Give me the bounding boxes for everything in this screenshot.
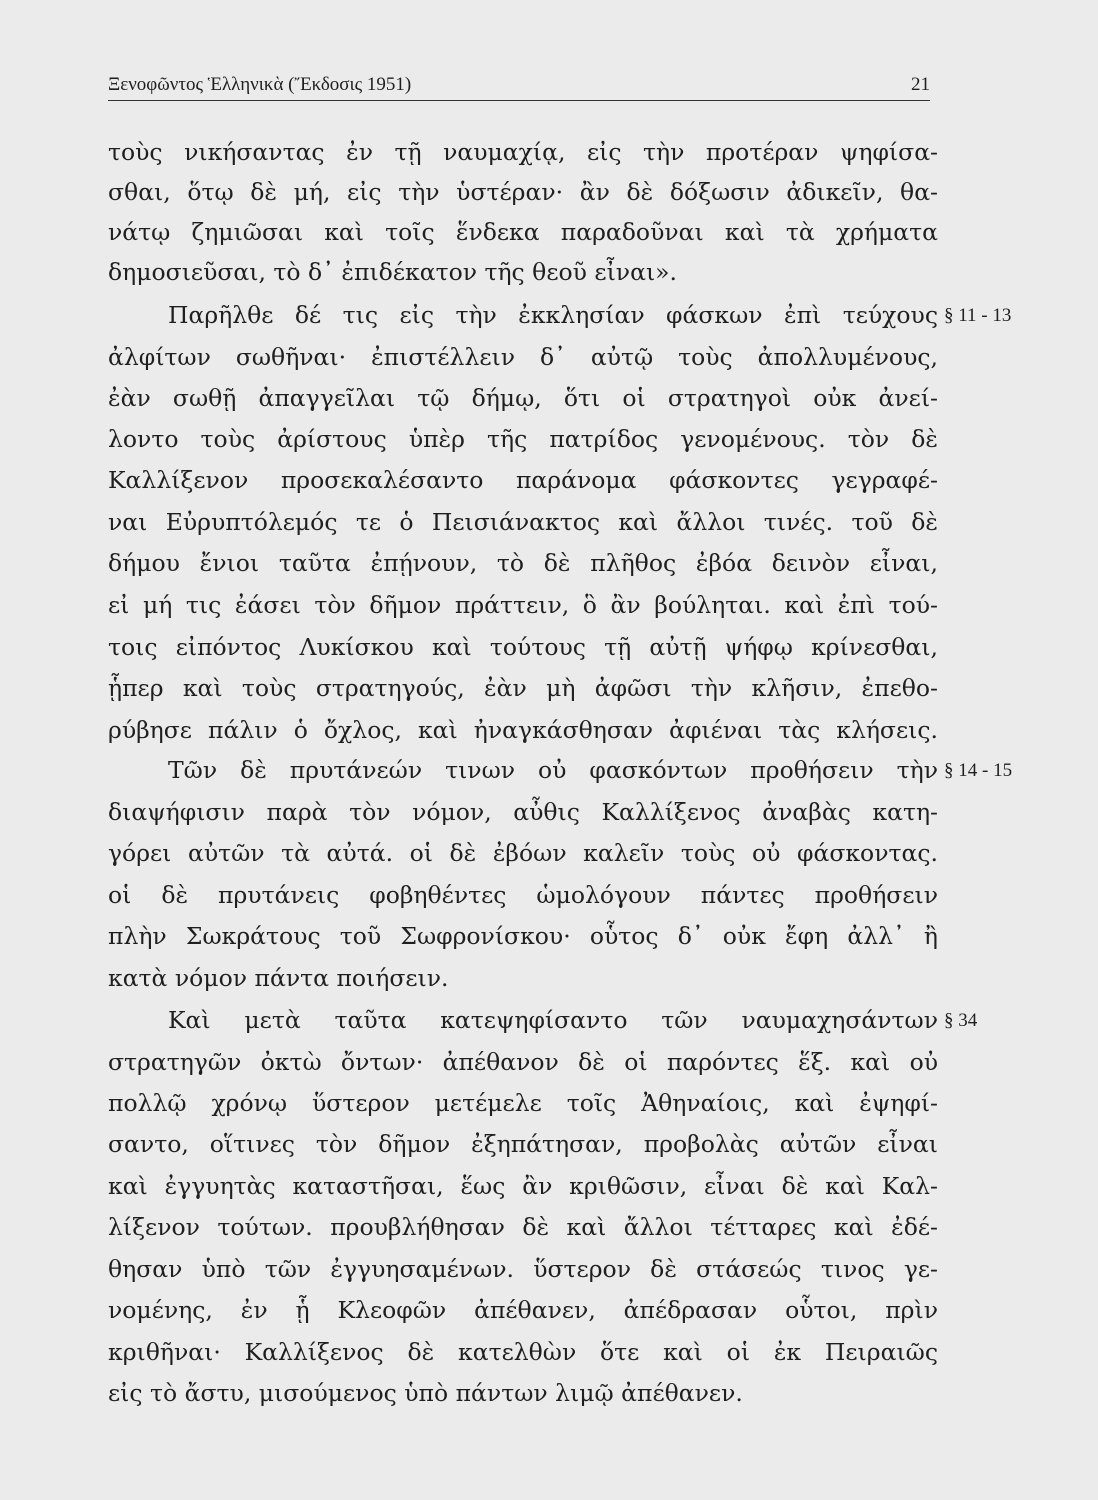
page-number: 21 (911, 74, 930, 95)
section-marker: § 34 (944, 1010, 978, 1031)
text-line: Παρῆλθε δέ τις εἰς τὴν ἐκκλησίαν φάσκων ἐπὶ τεύχους (168, 301, 938, 329)
text-line: τοις εἰπόντος Λυκίσκου καὶ τούτους τῇ αὐτῇ ψήφῳ κρίνεσθαι, (108, 633, 938, 661)
text-line: πλὴν Σωκράτους τοῦ Σωφρονίσκου· οὗτος δ᾿ οὐκ ἔφη ἀλλ᾿ ἢ (108, 922, 938, 950)
section-marker: § 11 - 13 (944, 305, 1012, 326)
text-line: σαντο, οἵτινες τὸν δῆμον ἐξηπάτησαν, προβολὰς αὐτῶν εἶναι (108, 1130, 938, 1158)
text-line: πολλῷ χρόνῳ ὕστερον μετέμελε τοῖς Ἀθηναίοις, καὶ ἐψηφί- (108, 1089, 938, 1117)
running-title: Ξενοφῶντος Ἑλληνικὰ (Ἔκδοσις 1951) (108, 74, 412, 95)
text-line: Τῶν δὲ πρυτάνεών τινων οὐ φασκόντων προθήσειν τὴν (168, 756, 938, 784)
text-line: οἱ δὲ πρυτάνεις φοβηθέντες ὡμολόγουν πάντες προθήσειν (108, 881, 938, 909)
text-line: κατὰ νόμον πάντα ποιήσειν. (108, 964, 449, 992)
text-line: ἐὰν σωθῇ ἀπαγγεῖλαι τῷ δήμῳ, ὅτι οἱ στρατηγοὶ οὐκ ἀνεί- (108, 384, 938, 412)
text-line: στρατηγῶν ὀκτὼ ὄντων· ἀπέθανον δὲ οἱ παρόντες ἕξ. καὶ οὐ (108, 1048, 938, 1076)
text-line: λίξενον τούτων. προυβλήθησαν δὲ καὶ ἄλλοι τέτταρες καὶ ἐδέ- (108, 1213, 938, 1241)
page-header (108, 72, 930, 101)
text-line: εἰς τὸ ἄστυ, μισούμενος ὑπὸ πάντων λιμῷ ἀπέθανεν. (108, 1379, 743, 1407)
text-line: δημοσιεῦσαι, τὸ δ᾿ ἐπιδέκατον τῆς θεοῦ εἶναι». (108, 258, 678, 286)
text-line: διαψήφισιν παρὰ τὸν νόμον, αὖθις Καλλίξενος ἀναβὰς κατη- (108, 798, 938, 826)
text-line: ρύβησε πάλιν ὁ ὄχλος, καὶ ἠναγκάσθησαν ἀφιέναι τὰς κλήσεις. (108, 716, 938, 744)
text-line: θησαν ὑπὸ τῶν ἐγγυησαμένων. ὕστερον δὲ στάσεώς τινος γε- (108, 1255, 938, 1283)
text-line: νομένης, ἐν ᾗ Κλεοφῶν ἀπέθανεν, ἀπέδρασαν οὗτοι, πρὶν (108, 1296, 938, 1324)
text-line: νάτῳ ζημιῶσαι καὶ τοῖς ἕνδεκα παραδοῦναι καὶ τὰ χρήματα (108, 218, 938, 246)
text-line: σθαι, ὅτῳ δὲ μή, εἰς τὴν ὑστέραν· ἂν δὲ δόξωσιν ἀδικεῖν, θα- (108, 178, 938, 206)
text-line: εἰ μή τις ἐάσει τὸν δῆμον πράττειν, ὃ ἂν βούληται. καὶ ἐπὶ τού- (108, 591, 938, 619)
text-line: Καὶ μετὰ ταῦτα κατεψηφίσαντο τῶν ναυμαχησάντων (168, 1006, 938, 1034)
text-line: γόρει αὐτῶν τὰ αὐτά. οἱ δὲ ἐβόων καλεῖν τοὺς οὐ φάσκοντας. (108, 839, 938, 867)
section-marker: § 14 - 15 (944, 760, 1013, 781)
text-line: δήμου ἔνιοι ταῦτα ἐπῄνουν, τὸ δὲ πλῆθος ἐβόα δεινὸν εἶναι, (108, 549, 938, 577)
text-line: Καλλίξενον προσεκαλέσαντο παράνομα φάσκοντες γεγραφέ- (108, 466, 938, 494)
text-line: ἀλφίτων σωθῆναι· ἐπιστέλλειν δ᾿ αὐτῷ τοὺς ἀπολλυμένους, (108, 343, 938, 371)
text-line: καὶ ἐγγυητὰς καταστῆσαι, ἕως ἂν κριθῶσιν, εἶναι δὲ καὶ Καλ- (108, 1172, 938, 1200)
text-line: λοντο τοὺς ἀρίστους ὑπὲρ τῆς πατρίδος γενομένους. τὸν δὲ (108, 425, 938, 453)
text-line: ᾗπερ καὶ τοὺς στρατηγούς, ἐὰν μὴ ἀφῶσι τὴν κλῆσιν, ἐπεθο- (108, 674, 938, 702)
text-line: τοὺς νικήσαντας ἐν τῇ ναυμαχίᾳ, εἰς τὴν προτέραν ψηφίσα- (108, 138, 938, 166)
text-line: κριθῆναι· Καλλίξενος δὲ κατελθὼν ὅτε καὶ οἱ ἐκ Πειραιῶς (108, 1338, 938, 1366)
text-line: ναι Εὐρυπτόλεμός τε ὁ Πεισιάνακτος καὶ ἄλλοι τινές. τοῦ δὲ (108, 508, 938, 536)
